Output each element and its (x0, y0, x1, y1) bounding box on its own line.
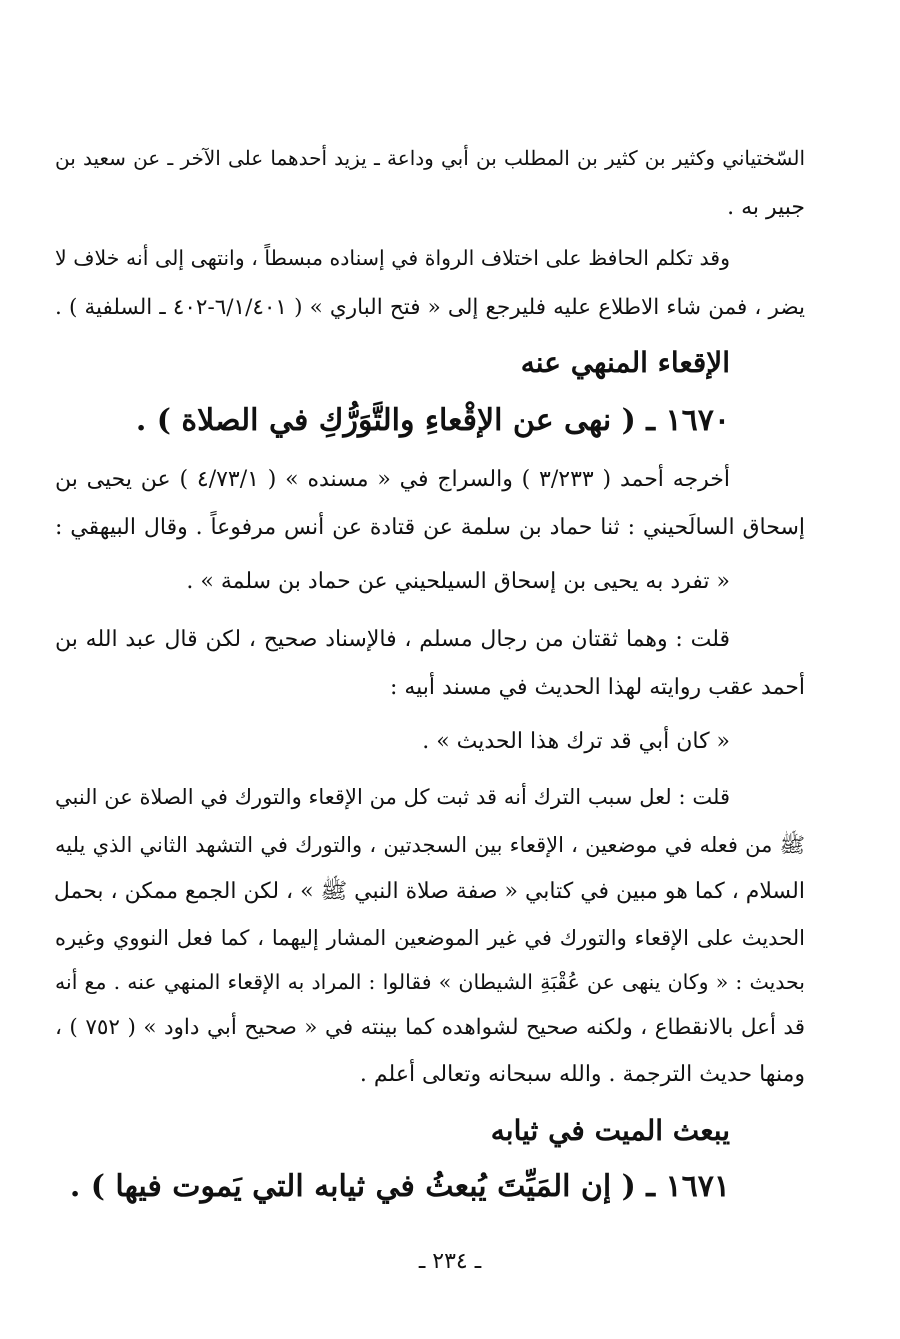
text-line: أحمد عقب روايته لهذا الحديث في مسند أبيه : (389, 675, 805, 700)
paragraph-first-line: قلت : وهما ثقتان من رجال مسلم ، فالإسناد صحيح ، لكن قال عبد الله بن (55, 627, 730, 652)
text-line: إسحاق السالَحيني : ثنا حماد بن سلمة عن قتادة عن أنس مرفوعاً . وقال البيهقي : (55, 515, 806, 540)
text-line: يضر ، فمن شاء الاطلاع عليه فليرجع إلى « فتح الباري » ( ٦/١/٤٠١-٤٠٢ ـ السلفية ) . (55, 295, 805, 320)
section-heading: الإقعاء المنهي عنه (520, 346, 730, 379)
hadith-heading: ١٦٧١ ـ ( إن المَيِّتَ يُبعثُ في ثيابه التي يَموت فيها ) . (69, 1169, 730, 1204)
paragraph-first-line: قلت : لعل سبب الترك أنه قد ثبت كل من الإقعاء والتورك في الصلاة عن النبي (55, 785, 730, 809)
quote-line: « تفرد به يحيى بن إسحاق السيلحيني عن حماد بن سلمة » . (186, 569, 730, 594)
text-line: السّختياني وكثير بن كثير بن المطلب بن أبي وداعة ـ يزيد أحدهما على الآخر ـ عن سعيد بن (55, 146, 805, 170)
text-line: قد أعل بالانقطاع ، ولكنه صحيح لشواهده كما بينته في « صحيح أبي داود » ( ٧٥٢ ) ، (55, 1015, 805, 1040)
text-line: بحديث : « وكان ينهى عن عُقْبَةِ الشيطان » فقالوا : المراد به الإقعاء المنهي عنه . مع أنه (55, 970, 805, 994)
text-line: ﷺ من فعله في موضعين ، الإقعاء بين السجدتين ، والتورك في التشهد الثاني الذي يليه (55, 833, 805, 857)
paragraph-first-line: أخرجه أحمد ( ٣/٢٣٣ ) والسراج في « مسنده » ( ٤/٧٣/١ ) عن يحيى بن (55, 467, 730, 492)
section-heading: يبعث الميت في ثيابه (490, 1114, 730, 1147)
text-line: ومنها حديث الترجمة . والله سبحانه وتعالى أعلم . (359, 1062, 805, 1087)
text-line: الحديث على الإقعاء والتورك في غير الموضعين المشار إليهما ، كما فعل النووي وغيره (55, 926, 805, 950)
paragraph-first-line: وقد تكلم الحافظ على اختلاف الرواة في إسناده مبسطاً ، وانتهى إلى أنه خلاف لا (55, 246, 730, 270)
quote-line: « كان أبي قد ترك هذا الحديث » . (422, 729, 730, 754)
text-line: جبير به . (727, 195, 805, 220)
text-line: السلام ، كما هو مبين في كتابي « صفة صلاة النبي ﷺ » ، لكن الجمع ممكن ، بحمل (53, 879, 805, 904)
hadith-heading: ١٦٧٠ ـ ( نهى عن الإقْعاءِ والتَّوَرُّكِ في الصلاة ) . (135, 403, 730, 438)
page-number: ـ ٢٣٤ ـ (418, 1249, 482, 1274)
